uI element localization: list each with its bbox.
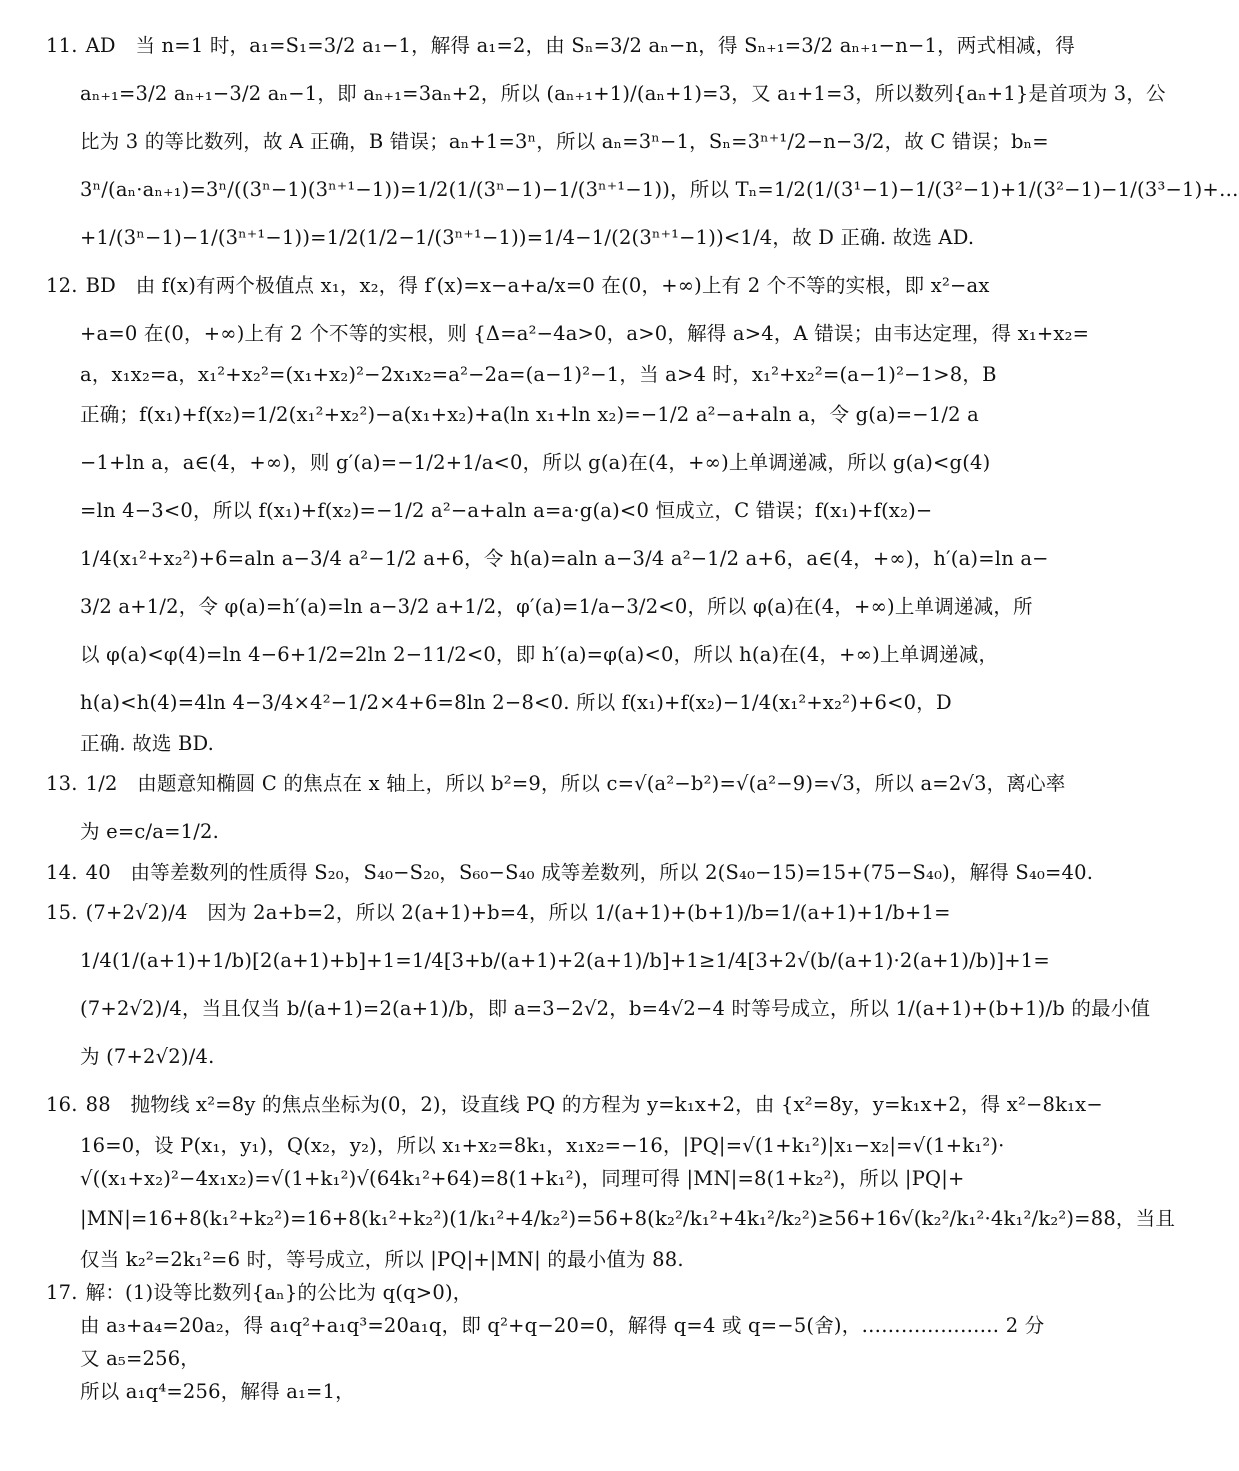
text-line: 为 (7+2√2)/4.: [80, 1045, 215, 1068]
text-line: aₙ₊₁=3/2 aₙ₊₁−3/2 aₙ−1，即 aₙ₊₁=3aₙ+2，所以 (aₙ₊₁+1)/(aₙ+1)=3，又 a₁+1=3，所以数列{aₙ+1}是首项为 3，公: [80, 82, 1166, 105]
text-line: 以 φ(a)<φ(4)=ln 4−6+1/2=2ln 2−11/2<0，即 h′(a)=φ(a)<0，所以 h(a)在(4，+∞)上单调递减，: [80, 643, 999, 666]
text-line: =ln 4−3<0，所以 f(x₁)+f(x₂)=−1/2 a²−a+aln a=a·g(a)<0 恒成立，C 错误；f(x₁)+f(x₂)−: [80, 499, 933, 522]
text-line: (7+2√2)/4 因为 2a+b=2，所以 2(a+1)+b=4，所以 1/(a+1)+(b+1)/b=1/(a+1)+1/b+1=: [85, 901, 951, 924]
text-line: 3/2 a+1/2，令 φ(a)=h′(a)=ln a−3/2 a+1/2，φ′(a)=1/a−3/2<0，所以 φ(a)在(4，+∞)上单调递减，所: [80, 595, 1033, 618]
text-line: 所以 a₁q⁴=256，解得 a₁=1，: [80, 1380, 355, 1403]
text-line: BD 由 f(x)有两个极值点 x₁，x₂，得 f′(x)=x−a+a/x=0 在(0，+∞)上有 2 个不等的实根，即 x²−ax: [85, 274, 990, 297]
answer-item-14: [46, 856, 1094, 889]
answer-item-15: [46, 889, 1151, 1081]
item-number: 13.: [46, 772, 78, 795]
text-line: 仅当 k₂²=2k₁²=6 时，等号成立，所以 |PQ|+|MN| 的最小值为 88.: [80, 1248, 684, 1271]
text-line: 1/4(x₁²+x₂²)+6=aln a−3/4 a²−1/2 a+6，令 h(a)=aln a−3/4 a²−1/2 a+6，a∈(4，+∞)，h′(a)=ln a−: [80, 547, 1049, 570]
text-line: a，x₁x₂=a，x₁²+x₂²=(x₁+x₂)²−2x₁x₂=a²−2a=(a−1)²−1，当 a>4 时，x₁²+x₂²=(a−1)²−1>8，B: [80, 363, 997, 386]
item-number: 11.: [46, 34, 78, 57]
text-line: 88 抛物线 x²=8y 的焦点坐标为(0，2)，设直线 PQ 的方程为 y=k₁x+2，由 {x²=8y，y=k₁x+2，得 x²−8k₁x−: [85, 1093, 1103, 1116]
text-line: 正确. 故选 BD.: [80, 732, 215, 755]
text-line: 由 a₃+a₄=20a₂，得 a₁q²+a₁q³=20a₁q，即 q²+q−20=0，解得 q=4 或 q=−5(舍)，………………… 2 分: [80, 1314, 1045, 1337]
text-line: 16=0，设 P(x₁，y₁)，Q(x₂，y₂)，所以 x₁+x₂=8k₁，x₁x₂=−16，|PQ|=√(1+k₁²)|x₁−x₂|=√(1+k₁²)·: [80, 1134, 1005, 1157]
item-number: 12.: [46, 274, 78, 297]
text-line: 40 由等差数列的性质得 S₂₀，S₄₀−S₂₀，S₆₀−S₄₀ 成等差数列，所以 2(S₄₀−15)=15+(75−S₄₀)，解得 S₄₀=40.: [85, 861, 1094, 884]
text-line: h(a)<h(4)=4ln 4−3/4×4²−1/2×4+6=8ln 2−8<0. 所以 f(x₁)+f(x₂)−1/4(x₁²+x₂²)+6<0，D: [80, 691, 952, 714]
answer-item-16: [46, 1081, 1176, 1276]
text-line: −1+ln a，a∈(4，+∞)，则 g′(a)=−1/2+1/a<0，所以 g(a)在(4，+∞)上单调递减，所以 g(a)<g(4): [80, 451, 991, 474]
answer-item-11: [46, 22, 1239, 262]
answer-item-12: [46, 262, 1090, 760]
item-number: 17.: [46, 1281, 78, 1304]
text-line: √((x₁+x₂)²−4x₁x₂)=√(1+k₁²)√(64k₁²+64)=8(1+k₁²)，同理可得 |MN|=8(1+k₂²)，所以 |PQ|+: [80, 1167, 965, 1190]
text-line: 解：(1)设等比数列{aₙ}的公比为 q(q>0)，: [85, 1281, 473, 1304]
text-line: 又 a₅=256，: [80, 1347, 200, 1370]
text-line: AD 当 n=1 时，a₁=S₁=3/2 a₁−1，解得 a₁=2，由 Sₙ=3/2 aₙ−n，得 Sₙ₊₁=3/2 aₙ₊₁−n−1，两式相减，得: [85, 34, 1076, 57]
text-line: 3ⁿ/(aₙ·aₙ₊₁)=3ⁿ/((3ⁿ−1)(3ⁿ⁺¹−1))=1/2(1/(3ⁿ−1)−1/(3ⁿ⁺¹−1))，所以 Tₙ=1/2(1/(3¹−1)−1/(3²−1)+1/(3²−1)−1/(3³−1)+…: [80, 178, 1239, 201]
text-line: 1/4(1/(a+1)+1/b)[2(a+1)+b]+1=1/4[3+b/(a+1)+2(a+1)/b]+1≥1/4[3+2√(b/(a+1)·2(a+1)/b)]+1=: [80, 949, 1050, 972]
text-line: |MN|=16+8(k₁²+k₂²)=16+8(k₁²+k₂²)(1/k₁²+4/k₂²)=56+8(k₂²/k₁²+4k₁²/k₂²)≥56+16√(k₂²/k₁²·4k₁²/k₂²)=88，当且: [80, 1207, 1176, 1230]
item-number: 16.: [46, 1093, 78, 1116]
answer-item-13: [46, 760, 1066, 856]
text-line: 为 e=c/a=1/2.: [80, 820, 220, 843]
text-line: (7+2√2)/4，当且仅当 b/(a+1)=2(a+1)/b，即 a=3−2√2，b=4√2−4 时等号成立，所以 1/(a+1)+(b+1)/b 的最小值: [80, 997, 1151, 1020]
text-line: +a=0 在(0，+∞)上有 2 个不等的实根，则 {Δ=a²−4a>0，a>0，解得 a>4，A 错误；由韦达定理，得 x₁+x₂=: [80, 322, 1090, 345]
text-line: +1/(3ⁿ−1)−1/(3ⁿ⁺¹−1))=1/2(1/2−1/(3ⁿ⁺¹−1))=1/4−1/(2(3ⁿ⁺¹−1))<1/4，故 D 正确. 故选 AD.: [80, 226, 975, 249]
item-number: 15.: [46, 901, 78, 924]
answer-item-17: [46, 1276, 1044, 1408]
item-number: 14.: [46, 861, 78, 884]
text-line: 正确；f(x₁)+f(x₂)=1/2(x₁²+x₂²)−a(x₁+x₂)+a(ln x₁+ln x₂)=−1/2 a²−a+aln a，令 g(a)=−1/2 a: [80, 403, 980, 426]
text-line: 1/2 由题意知椭圆 C 的焦点在 x 轴上，所以 b²=9，所以 c=√(a²−b²)=√(a²−9)=√3，所以 a=2√3，离心率: [85, 772, 1066, 795]
text-line: 比为 3 的等比数列，故 A 正确，B 错误；aₙ+1=3ⁿ，所以 aₙ=3ⁿ−1，Sₙ=3ⁿ⁺¹/2−n−3/2，故 C 错误；bₙ=: [80, 130, 1049, 153]
